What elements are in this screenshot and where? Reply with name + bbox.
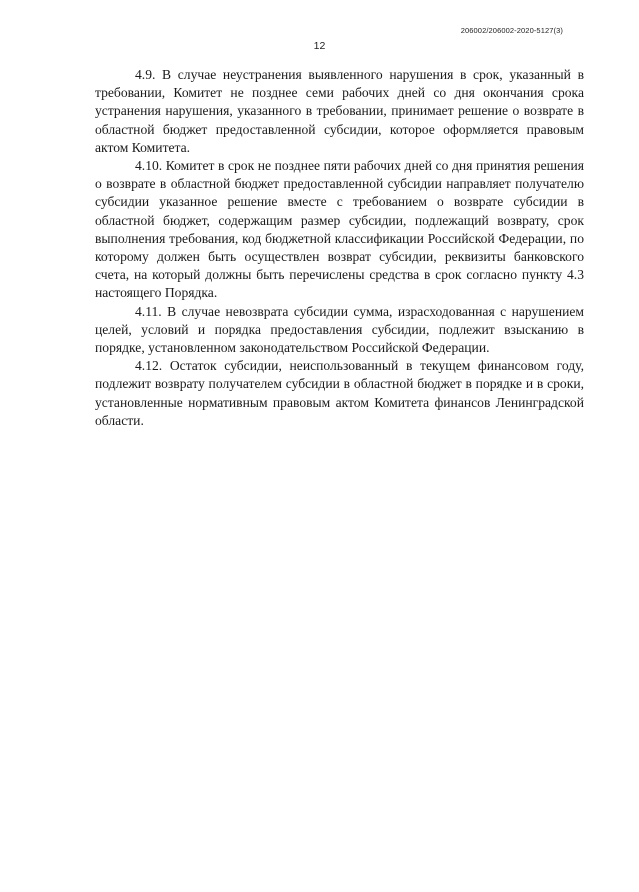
document-id: 206002/206002-2020-5127(3) xyxy=(460,26,563,35)
paragraph-4-11: 4.11. В случае невозврата субсидии сумма, израсходованная с нарушением целей, условий и порядка предоставления субсидии, подлежит взысканию в порядке, установленном законодательством Российской Федерации. xyxy=(95,303,584,356)
paragraph-4-12: 4.12. Остаток субсидии, неиспользованный в текущем финансовом году, подлежит возврату получателем субсидии в областной бюджет в порядке и в сроки, установленные нормативным правовым актом Комитета финансов Ленинградской области. xyxy=(95,358,584,428)
paragraph-4-9: 4.9. В случае неустранения выявленного нарушения в срок, указанный в требовании, Комитет не позднее семи рабочих дней со дня окончания срока устранения нарушения, указанного в требовании, принимает решение о возврате в областной бюджет предоставленной субсидии, которое оформляется правовым актом Комитета. xyxy=(95,67,584,155)
document-body xyxy=(95,66,584,430)
paragraph-4-10: 4.10. Комитет в срок не позднее пяти рабочих дней со дня принятия решения о возврате в областной бюджет предоставленной субсидии направляет получателю субсидии указанное решение вместе с требованием о возврате субсидии в областной бюджет, содержащим размер субсидии, подлежащий возврату, срок выполнения требования, код бюджетной классификации Российской Федерации, по которому должен быть осуществлен возврат субсидии, реквизиты банковского счета, на который должны быть перечислены средства в срок согласно пункту 4.3 настоящего Порядка. xyxy=(95,158,584,301)
page-number: 12 xyxy=(313,40,326,52)
